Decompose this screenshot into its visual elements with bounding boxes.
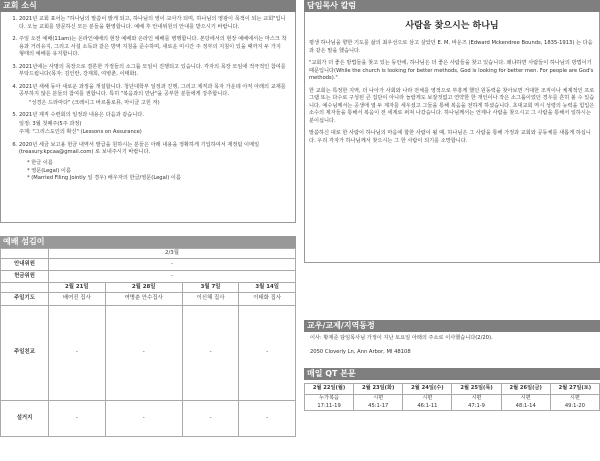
row-label: 안내위원 <box>1 259 49 271</box>
row-label: 주일기도 <box>1 293 49 306</box>
news-item: 4. 2021년 새해 동아 새로운 과정을 개설합니다. 청년대학부 일정과 진행, 그리고 제직과 목자 가운데 아직 아래의 교재를 공부하지 않은 분들의 참여를 권합니다. 특히 "복음과의 만남"을 공부한 분들에게 강추합니다. "성경은 드라마다" (크레이그 바르톨로뮤, 마이클 고힌 저) <box>19 84 287 108</box>
qt-section <box>304 368 600 411</box>
location-address: 2050 Cloverly Ln, Ann Arbor, MI 48108 <box>310 348 411 355</box>
qt-date: 2월 23일(화) <box>354 384 403 395</box>
qt-header: 매일 QT 본문 <box>304 368 600 380</box>
location-text: 이사: 황재준 담임목사님 가정이 지난 토요일 아래의 주소로 이사했습니다(2/20). <box>310 335 493 341</box>
row-label: 주일친교 <box>1 306 49 401</box>
worship-period: 2/3월 <box>49 249 296 259</box>
date-cell: 2월 21일 <box>49 283 106 293</box>
row-label: 설거지 <box>1 401 49 437</box>
news-item: 5. 2021년 제직 수련회의 일정과 내용은 다음과 같습니다. 일정: 3월 첫째주(5주 과정) 주제: "그리스도인의 확신" (Lessons on Assurance) <box>19 112 287 137</box>
worship-table: 2/3월 안내위원 - 헌금위원 - 2월 21일 2월 28일 3월 7일 3월 14일 주일기도 배여진 집사 여병춘 안수집사 이신혜 집사 이태화 집사 주일친교 - - - - 설거지 - - - - <box>0 248 296 437</box>
qt-date: 2월 26일(금) <box>501 384 550 395</box>
news-sub: 일정: 3월 첫째주(5주 과정) <box>19 120 82 127</box>
news-item: 2. 주일 오전 예배(11am)는 온라인예배의 현장 예배와 온라인 예배를 병행합니다. 본당에서의 현장 예배에서는 마스크 착용과 거리유지, 그리고 사설 소독과 같은 방역 지침을 준수하며, 새로운 미시간 주 정부의 지침이 있을 때까지 두 가지 형태의 예배를 유지합니다. <box>19 36 287 59</box>
column-box <box>304 12 600 263</box>
column-body: 평생 하나님을 향한 기도를 삶의 최우선으로 삼고 살았던 E. M. 바운즈 (Edward Mckendree Bounds, 1835-1913) 는 다음과 같은 말을 했습니다. "교회가 더 좋은 방법들을 찾고 있는 동안에, 하나님은 더 좋은 사람들을 찾고 있습니다. 왜냐하면 사람들이 하나님의 방법이기 때문입니다(While the church is looking for better methods, God is looking for better men. For people are God's methods)." 한 교회는 특정한 지역, 더 나아가 사회와 나라 전체를 영적으로 부흥케 했던 원동력을 찾아보면 거대한 조직이나 체계적인 프로그램 또는 다수로 구성된 큰 집단이 아니라 놀랍게도 보잘것없고 연약한 한 개인이나 작은 소그룹이었던 경우를 흔히 볼 수 있습니다. 예수님께서는 공생애 열 두 제자를 세우셨고 그들을 통해 복음을 전하게 하셨습니다. 초대교회 역시 성령의 능력을 힘입은 소수의 제자들을 통해서 복음이 전 세계로 퍼져 나갔습니다. 하나님께서는 언제나 사람을 찾으시고 그 사람을 통해서 일하시는 분이십니다. 말씀하신 대로 한 사람이 하나님의 마음에 합한 사람이 될 때, 하나님은 그 사람을 통해 가정과 교회와 공동체를 새롭게 하십니다. 우리 각자가 하나님께서 찾으시는 그 한 사람이 되기를 소망합니다. <box>309 40 595 144</box>
news-item: 1. 2021년 교회 표어는 "하나님의 말씀이 밝게 되고, 하나님의 영이 교사가 되며, 하나님의 영광이 목적이 되는 교회"입니다. 오늘 교회를 방문하신 모든 분들을 환영합니다. 예배 후 안내위원의 안내를 받으시기 바랍니다. <box>19 16 287 31</box>
location-section <box>304 320 600 359</box>
news-notes: * 한글 이름 * 영문(Legal) 이름 * (Married Filing Jointly 일 경우) 배우자의 한글/영문(Legal) 이름 <box>27 159 181 182</box>
news-sub: 주제: "그리스도인의 확신" (Lessons on Assurance) <box>19 129 142 136</box>
worship-header: 예배 섬김이 <box>0 236 296 248</box>
date-cell: 3월 14일 <box>239 283 296 293</box>
qt-table: 2월 22일(월) 2월 23일(화) 2월 24일(수) 2월 25일(목) 2월 26일(금) 2월 27일(토) 누가복음 17:11-19 시편 45:1-17 시편 46:1-11 시편 47:1-9 시편 48:1-14 시편 49:1-20 <box>304 383 600 411</box>
column-title: 사람을 찾으시는 하나님 <box>405 21 499 31</box>
news-header: 교회 소식 <box>0 0 296 12</box>
news-list <box>1 12 295 157</box>
location-header: 교우/교제/지역동정 <box>304 320 600 332</box>
qt-date: 2월 25일(목) <box>452 384 501 395</box>
date-cell: 2월 28일 <box>105 283 182 293</box>
column-header: 담임목사 칼럼 <box>304 0 600 12</box>
news-item: 3. 2021년에는 사명의 목장으로 결론한 가정들의 소그룹 모임이 진행되고 있습니다. 각자의 목장 모임에 적극적인 참여를 부탁드립니다(목자: 김인란, 강재희, 여병춘, 이태화). <box>19 64 287 79</box>
qt-date: 2월 27일(토) <box>550 384 599 395</box>
date-cell: 3월 7일 <box>182 283 239 293</box>
row-label: 헌금위원 <box>1 271 49 283</box>
news-book: "성경은 드라마다" (크레이그 바르톨로뮤, 마이클 고힌 저) <box>29 99 160 106</box>
right-column <box>304 0 600 461</box>
left-column <box>0 0 296 461</box>
qt-date: 2월 22일(월) <box>305 384 354 395</box>
qt-date: 2월 24일(수) <box>403 384 452 395</box>
news-item: 6. 2020년 세금 보고용 헌금 내역서 발급을 원하시는 분들은 아래 내용을 정확하게 기입하여서 재정팀 이메일 (treasury.kpcaa@gmail.com) 로 보내주시기 바랍니다. <box>19 142 287 157</box>
news-box <box>0 12 296 223</box>
worship-section <box>0 236 296 437</box>
